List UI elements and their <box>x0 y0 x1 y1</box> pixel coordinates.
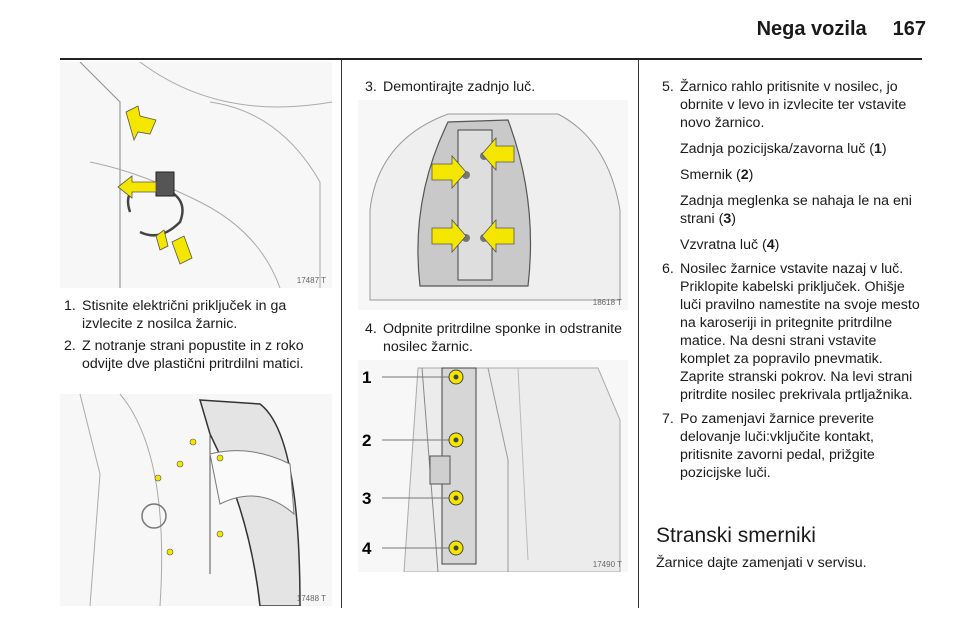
section-text: Žarnice dajte zamenjati v servisu. <box>656 555 867 571</box>
figure-connector <box>60 62 332 288</box>
figure-number: 17487 T <box>296 276 326 285</box>
step-6: 6. Nosilec žarnice vstavite nazaj v luč. Priklopite kabelski priključek. Ohišje luči pravilno namestite na svoje mesto na karoseriji in pritegnite pritrdilne matice. Na desni strani vstavite komplet za popravilo pnevmatik. Zaprite stranski pokrov. Na levi strani pritrdite nosilec prekrivala prtljažnika. <box>662 261 920 403</box>
page-number: 167 <box>892 18 926 40</box>
figure-tail-lamp <box>358 100 628 310</box>
lamp-4: Vzvratna luč (4) <box>680 237 780 253</box>
callout-2: 2 <box>362 431 372 450</box>
figure-number: 18618 T <box>592 298 622 307</box>
header-title: Nega vozila <box>756 18 867 40</box>
callout-4: 4 <box>362 539 372 558</box>
steps-col1 <box>64 297 334 373</box>
step-1: 1. Stisnite električni priključek in ga izvlecite z nosilca žarnic. <box>64 298 287 332</box>
step-2: 2. Z notranje strani popustite in z roko odvijte dve plastični pritrdilni matici. <box>64 338 304 372</box>
column-divider-1 <box>341 60 342 608</box>
step-7: 7. Po zamenjavi žarnice preverite delovanje luči:vključite kontakt, pritisnite zavorni pedal, prižgite pozicijske luči. <box>662 411 875 481</box>
figure-inner-nuts <box>60 394 332 606</box>
lamp-list <box>662 140 922 254</box>
callout-3: 3 <box>362 489 372 508</box>
callout-1: 1 <box>362 368 372 387</box>
figure-bulb-holder <box>358 360 628 572</box>
step-5: 5. Žarnico rahlo pritisnite v nosilec, jo obrnite v levo in izvlecite ter vstavite novo žarnico. <box>662 79 907 131</box>
step-3-wrap <box>365 78 625 96</box>
steps-col3 <box>662 78 922 482</box>
figure-number: 17488 T <box>296 594 326 603</box>
column-divider-2 <box>638 60 639 608</box>
lamp-1: Zadnja pozicijska/zavorna luč (1) <box>680 141 887 157</box>
page-header <box>757 18 926 41</box>
lamp-3: Zadnja meglenka se nahaja le na eni strani (3) <box>680 193 912 227</box>
figure-number: 17490 T <box>592 560 622 569</box>
section-title: Stranski smerniki <box>656 524 816 547</box>
header-rule <box>60 58 922 60</box>
lamp-2: Smernik (2) <box>680 167 754 183</box>
step-4-wrap <box>365 320 627 356</box>
step-3: 3. Demontirajte zadnjo luč. <box>365 79 536 95</box>
step-4: 4. Odpnite pritrdilne sponke in odstranite nosilec žarnic. <box>365 321 622 355</box>
